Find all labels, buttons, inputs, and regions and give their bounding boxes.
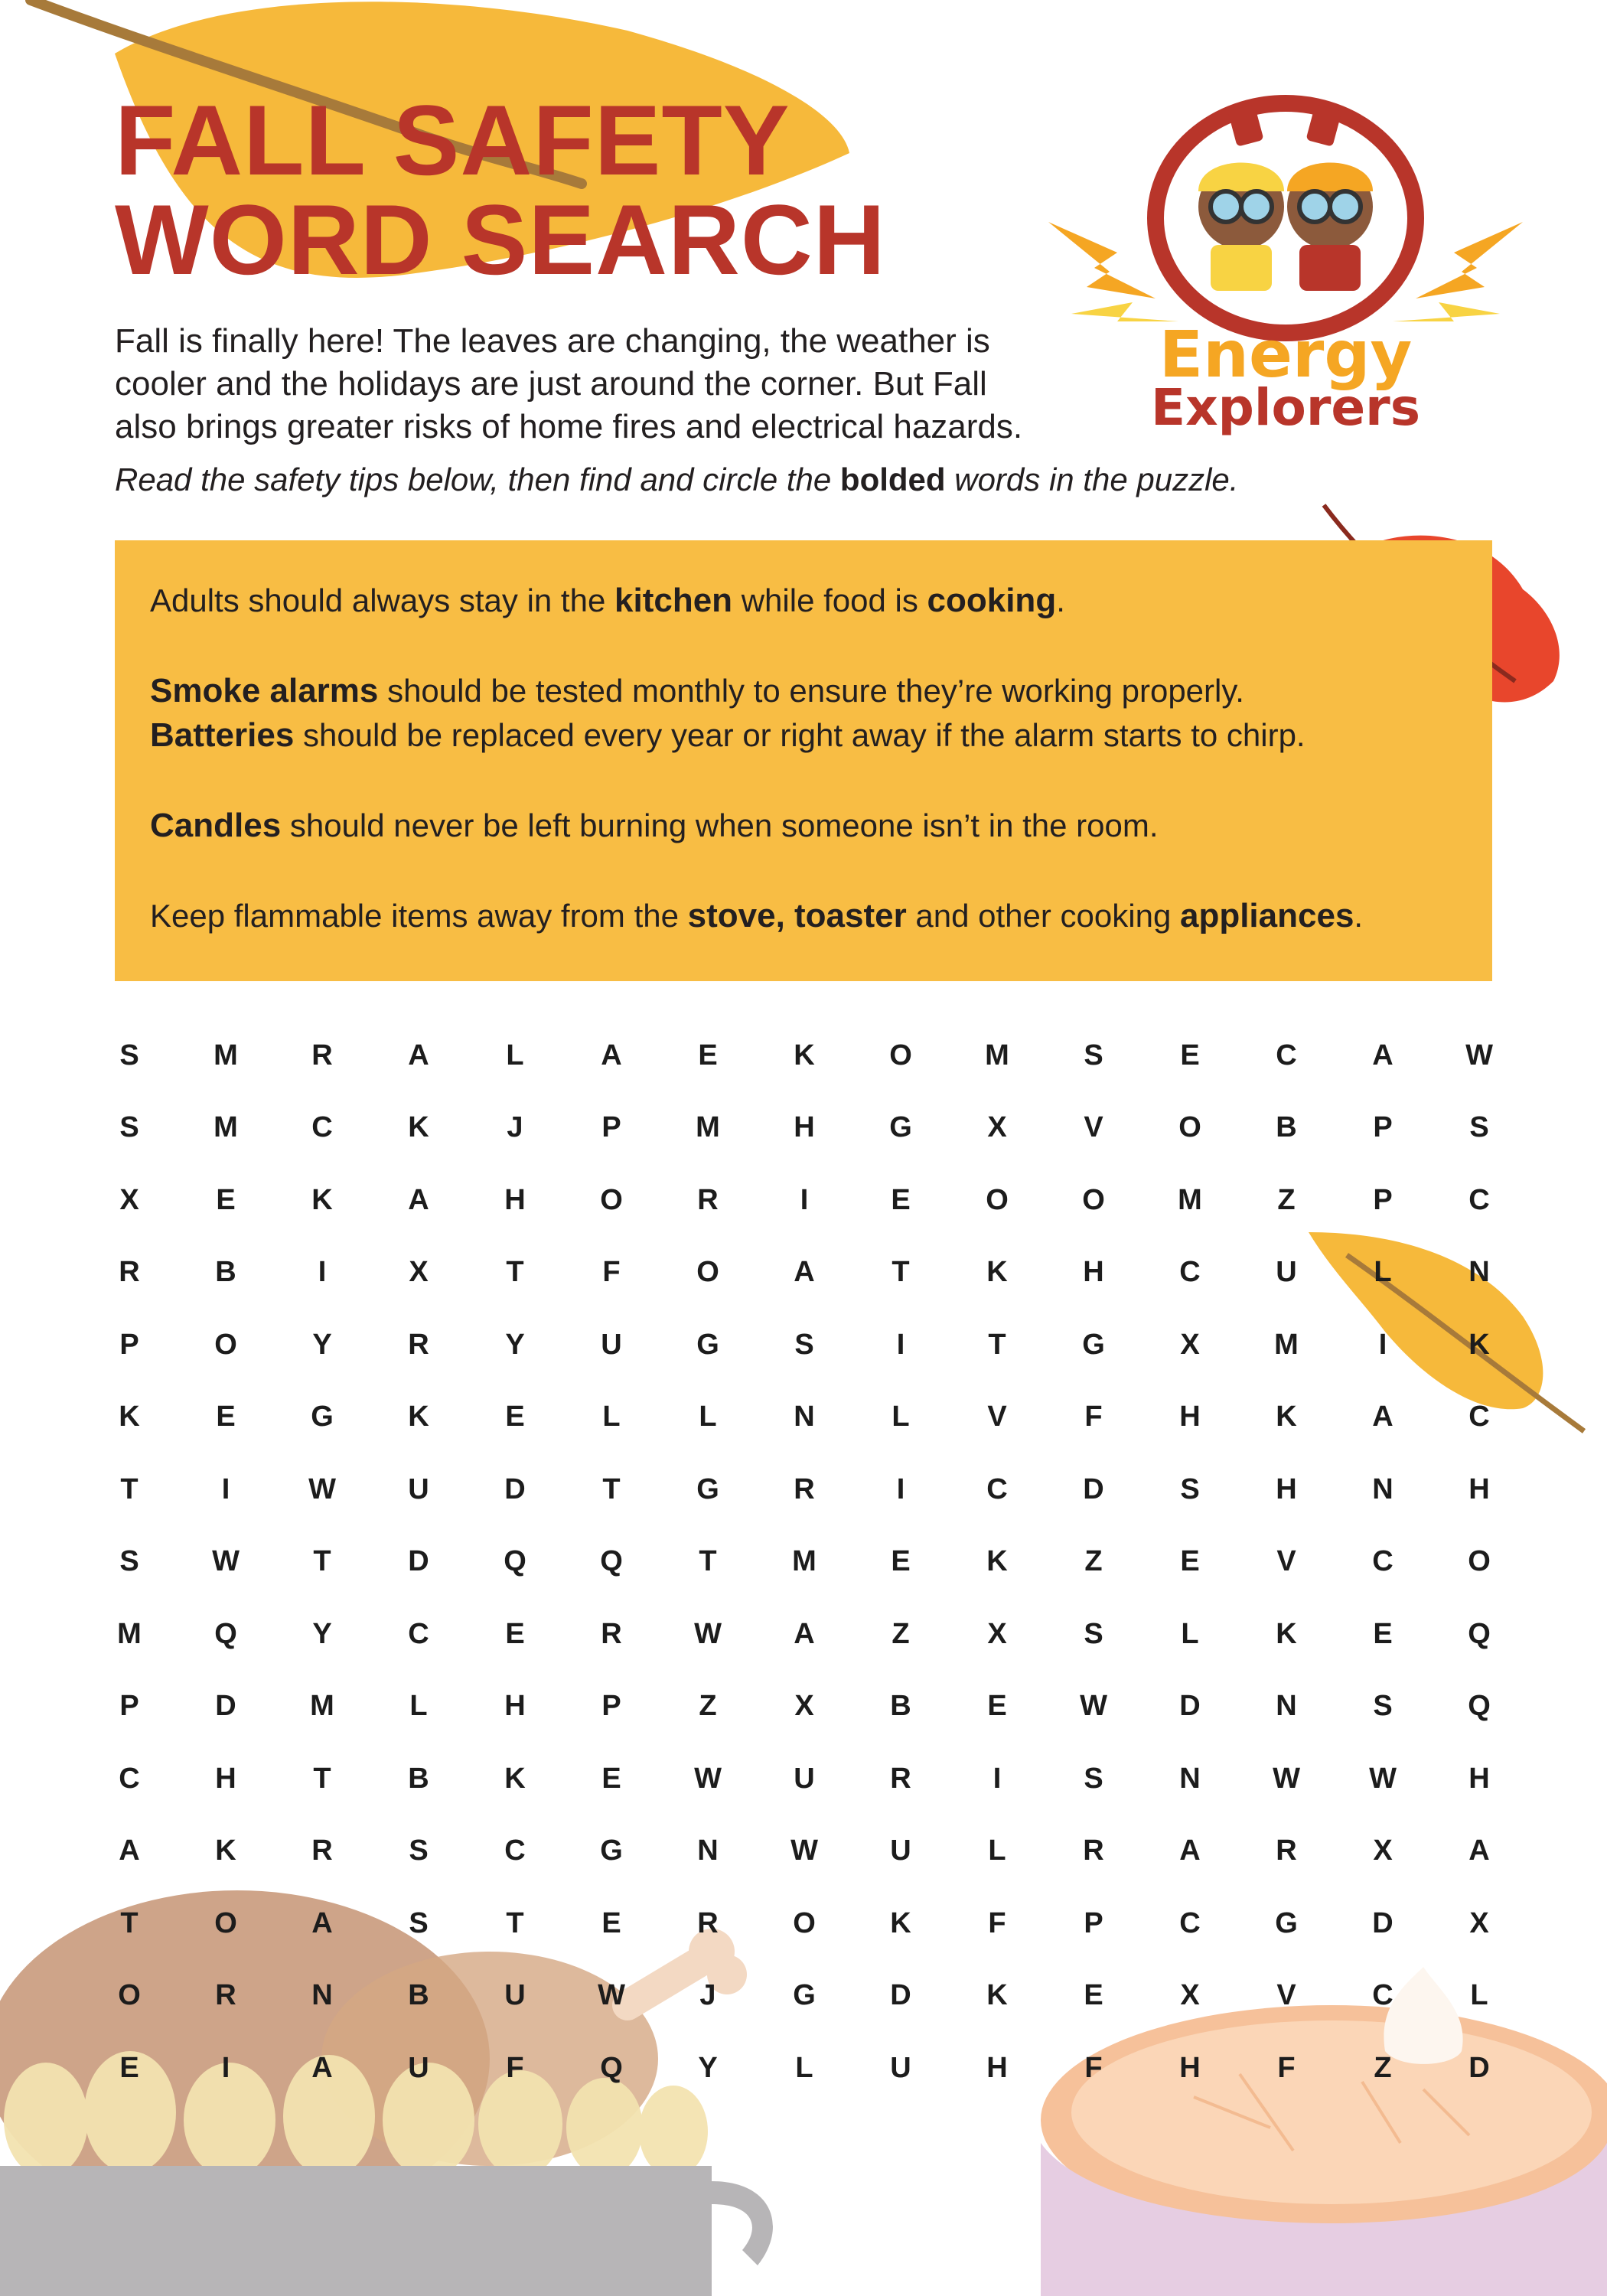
puzzle-letter[interactable]: Q <box>1468 1617 1491 1650</box>
puzzle-letter[interactable]: H <box>504 1690 526 1723</box>
puzzle-letter[interactable]: G <box>889 1111 912 1144</box>
tip-batteries: Batteries should be replaced every year or right away if the alarm starts to chirp. <box>150 716 1305 754</box>
puzzle-letter[interactable]: C <box>1468 1401 1490 1433</box>
puzzle-letter[interactable]: H <box>1468 1473 1490 1505</box>
puzzle-letter[interactable]: O <box>1082 1183 1105 1216</box>
puzzle-letter[interactable]: K <box>986 1256 1008 1289</box>
puzzle-letter[interactable]: W <box>1465 1039 1493 1071</box>
puzzle-letter[interactable]: W <box>212 1545 240 1578</box>
puzzle-letter[interactable]: L <box>1470 1979 1488 2012</box>
puzzle-letter[interactable]: U <box>890 1835 911 1867</box>
puzzle-letter[interactable]: L <box>602 1401 621 1433</box>
puzzle-letter[interactable]: C <box>311 1111 333 1144</box>
puzzle-letter[interactable]: T <box>120 1473 139 1505</box>
puzzle-letter[interactable]: H <box>504 1183 526 1216</box>
puzzle-letter[interactable]: F <box>988 1906 1006 1939</box>
puzzle-letter[interactable]: A <box>1372 1039 1393 1071</box>
puzzle-letter[interactable]: G <box>311 1401 334 1433</box>
puzzle-letter[interactable]: I <box>993 1762 1002 1795</box>
puzzle-letter[interactable]: W <box>1273 1762 1300 1795</box>
puzzle-letter[interactable]: I <box>221 2051 230 2084</box>
puzzle-letter[interactable]: M <box>1178 1183 1202 1216</box>
puzzle-letter[interactable]: R <box>311 1039 333 1071</box>
puzzle-letter[interactable]: S <box>119 1111 139 1144</box>
puzzle-letter[interactable]: D <box>890 1979 911 2012</box>
puzzle-letter[interactable]: F <box>602 1256 621 1289</box>
puzzle-letter[interactable]: Z <box>1374 2051 1392 2084</box>
puzzle-letter[interactable]: M <box>117 1617 142 1650</box>
puzzle-letter[interactable]: G <box>600 1835 623 1867</box>
logo-line-energy: Energy <box>1159 317 1413 392</box>
puzzle-letter[interactable]: G <box>1275 1906 1298 1939</box>
puzzle-letter[interactable]: D <box>1083 1473 1104 1505</box>
puzzle-letter[interactable]: R <box>311 1835 333 1867</box>
puzzle-letter[interactable]: X <box>1373 1835 1393 1867</box>
puzzle-letter[interactable]: Q <box>600 1545 623 1578</box>
puzzle-letter[interactable]: S <box>119 1545 139 1578</box>
puzzle-letter[interactable]: H <box>1179 2051 1201 2084</box>
puzzle-letter[interactable]: Z <box>892 1617 910 1650</box>
puzzle-letter[interactable]: C <box>1372 1545 1393 1578</box>
puzzle-letter[interactable]: O <box>118 1979 141 2012</box>
puzzle-letter[interactable]: H <box>794 1111 815 1144</box>
puzzle-letter[interactable]: M <box>214 1111 238 1144</box>
puzzle-letter[interactable]: C <box>1468 1183 1490 1216</box>
puzzle-letter[interactable]: A <box>1179 1835 1201 1867</box>
puzzle-letter[interactable]: O <box>696 1256 719 1289</box>
logo-line-explorers: Explorers <box>1150 378 1420 437</box>
puzzle-letter[interactable]: H <box>1083 1256 1104 1289</box>
puzzle-letter[interactable]: R <box>890 1762 911 1795</box>
puzzle-letter[interactable]: F <box>506 2051 524 2084</box>
puzzle-letter[interactable]: S <box>1373 1690 1393 1723</box>
puzzle-letter[interactable]: I <box>800 1183 809 1216</box>
puzzle-letter[interactable]: G <box>696 1473 719 1505</box>
puzzle-letter[interactable]: F <box>1277 2051 1296 2084</box>
puzzle-letter[interactable]: S <box>1469 1111 1489 1144</box>
puzzle-letter[interactable]: A <box>794 1617 815 1650</box>
puzzle-letter[interactable]: T <box>602 1473 621 1505</box>
puzzle-letter[interactable]: D <box>408 1545 429 1578</box>
tip-flammable-items: Keep flammable items away from the stove, toaster and other cooking appliances. <box>150 897 1364 934</box>
puzzle-letter[interactable]: U <box>601 1328 622 1361</box>
puzzle-letter[interactable]: K <box>986 1545 1008 1578</box>
puzzle-letter[interactable]: V <box>1276 1979 1296 2012</box>
puzzle-letter[interactable]: O <box>214 1906 237 1939</box>
tip-smoke-alarms: Smoke alarms should be tested monthly to ensure they’re working properly. <box>150 672 1244 709</box>
puzzle-letter[interactable]: V <box>1084 1111 1103 1144</box>
puzzle-letter[interactable]: I <box>221 1473 230 1505</box>
puzzle-letter[interactable]: D <box>1468 2051 1490 2084</box>
puzzle-letter[interactable]: N <box>1372 1473 1393 1505</box>
puzzle-letter[interactable]: R <box>1276 1835 1297 1867</box>
puzzle-letter[interactable]: C <box>119 1762 140 1795</box>
puzzle-letter[interactable]: P <box>119 1690 139 1723</box>
puzzle-letter[interactable]: S <box>409 1906 429 1939</box>
puzzle-letter[interactable]: R <box>601 1617 622 1650</box>
puzzle-letter[interactable]: K <box>311 1183 333 1216</box>
puzzle-letter[interactable]: K <box>504 1762 526 1795</box>
puzzle-letter[interactable]: K <box>1276 1401 1297 1433</box>
puzzle-letter[interactable]: J <box>507 1111 523 1144</box>
puzzle-letter[interactable]: L <box>1374 1256 1392 1289</box>
puzzle-letter[interactable]: A <box>311 2051 333 2084</box>
puzzle-letter[interactable]: M <box>696 1111 720 1144</box>
puzzle-letter[interactable]: S <box>119 1039 139 1071</box>
puzzle-letter[interactable]: R <box>119 1256 140 1289</box>
puzzle-letter[interactable]: T <box>506 1256 524 1289</box>
puzzle-letter[interactable]: E <box>1180 1545 1200 1578</box>
puzzle-letter[interactable]: U <box>408 2051 429 2084</box>
title-line-1: FALL SAFETY <box>115 84 790 196</box>
puzzle-letter[interactable]: T <box>506 1906 524 1939</box>
instruction-text: Read the safety tips below, then find and circle the bolded words in the puzzle. <box>115 461 1239 497</box>
puzzle-letter[interactable]: L <box>1181 1617 1199 1650</box>
puzzle-letter[interactable]: O <box>214 1328 237 1361</box>
puzzle-letter[interactable]: D <box>215 1690 236 1723</box>
puzzle-letter[interactable]: G <box>1082 1328 1105 1361</box>
puzzle-letter[interactable]: A <box>1468 1835 1490 1867</box>
puzzle-letter[interactable]: I <box>896 1328 905 1361</box>
puzzle-letter[interactable]: E <box>601 1906 621 1939</box>
puzzle-letter[interactable]: E <box>698 1039 718 1071</box>
puzzle-letter[interactable]: H <box>1468 1762 1490 1795</box>
puzzle-letter[interactable]: W <box>308 1473 336 1505</box>
puzzle-letter[interactable]: Y <box>698 2051 718 2084</box>
puzzle-letter[interactable]: K <box>119 1401 140 1433</box>
puzzle-letter[interactable]: U <box>890 2051 911 2084</box>
puzzle-letter[interactable]: W <box>1080 1690 1107 1723</box>
puzzle-letter[interactable]: U <box>408 1473 429 1505</box>
puzzle-letter[interactable]: C <box>504 1835 526 1867</box>
puzzle-letter[interactable]: M <box>310 1690 334 1723</box>
puzzle-letter[interactable]: C <box>1372 1979 1393 2012</box>
puzzle-letter[interactable]: E <box>119 2051 139 2084</box>
puzzle-letter[interactable]: X <box>119 1183 139 1216</box>
puzzle-letter[interactable]: A <box>1372 1401 1393 1433</box>
puzzle-letter[interactable]: A <box>119 1835 140 1867</box>
puzzle-letter[interactable]: E <box>601 1762 621 1795</box>
puzzle-letter[interactable]: L <box>892 1401 910 1433</box>
puzzle-letter[interactable]: R <box>697 1906 719 1939</box>
puzzle-letter[interactable]: V <box>987 1401 1007 1433</box>
puzzle-letter[interactable]: D <box>504 1473 526 1505</box>
puzzle-letter[interactable]: K <box>1468 1328 1490 1361</box>
puzzle-letter[interactable]: X <box>794 1690 814 1723</box>
puzzle-letter[interactable]: H <box>1179 1401 1201 1433</box>
puzzle-letter[interactable]: W <box>598 1979 625 2012</box>
puzzle-letter[interactable]: L <box>795 2051 813 2084</box>
puzzle-letter[interactable]: X <box>1180 1328 1200 1361</box>
puzzle-letter[interactable]: V <box>1276 1545 1296 1578</box>
puzzle-letter[interactable]: A <box>408 1039 429 1071</box>
puzzle-letter[interactable]: I <box>318 1256 327 1289</box>
title-line-2: WORD SEARCH <box>115 184 886 295</box>
puzzle-letter[interactable]: Y <box>312 1617 332 1650</box>
puzzle-letter[interactable]: Z <box>1084 1545 1103 1578</box>
puzzle-letter[interactable]: E <box>987 1690 1007 1723</box>
puzzle-letter[interactable]: C <box>986 1473 1008 1505</box>
puzzle-letter[interactable]: K <box>408 1401 429 1433</box>
puzzle-letter[interactable]: E <box>1373 1617 1393 1650</box>
puzzle-letter[interactable]: S <box>1180 1473 1200 1505</box>
puzzle-letter[interactable]: P <box>1373 1183 1393 1216</box>
puzzle-letter[interactable]: R <box>1083 1835 1104 1867</box>
puzzle-letter[interactable]: P <box>119 1328 139 1361</box>
puzzle-letter[interactable]: R <box>697 1183 719 1216</box>
puzzle-letter[interactable]: X <box>409 1256 429 1289</box>
puzzle-letter[interactable]: Z <box>699 1690 717 1723</box>
puzzle-letter[interactable]: Q <box>214 1617 237 1650</box>
puzzle-letter[interactable]: C <box>1179 1256 1201 1289</box>
puzzle-letter[interactable]: Z <box>1277 1183 1296 1216</box>
tip-kitchen: Adults should always stay in the kitchen while food is cooking. <box>150 582 1065 619</box>
puzzle-letter[interactable]: I <box>896 1473 905 1505</box>
puzzle-letter[interactable]: T <box>699 1545 717 1578</box>
puzzle-letter[interactable]: S <box>1084 1617 1103 1650</box>
puzzle-letter[interactable]: W <box>694 1762 722 1795</box>
puzzle-letter[interactable]: O <box>1178 1111 1201 1144</box>
puzzle-letter[interactable]: A <box>408 1183 429 1216</box>
puzzle-letter[interactable]: S <box>409 1835 429 1867</box>
energy-explorers-logo-illustration <box>1041 92 1530 352</box>
puzzle-letter[interactable]: Y <box>312 1328 332 1361</box>
puzzle-letter[interactable]: M <box>214 1039 238 1071</box>
puzzle-letter[interactable]: N <box>1179 1762 1201 1795</box>
puzzle-letter[interactable]: T <box>120 1906 139 1939</box>
puzzle-letter[interactable]: S <box>794 1328 814 1361</box>
puzzle-letter[interactable]: M <box>985 1039 1009 1071</box>
puzzle-letter[interactable]: W <box>1369 1762 1397 1795</box>
puzzle-letter[interactable]: H <box>986 2051 1008 2084</box>
puzzle-letter[interactable]: B <box>890 1690 911 1723</box>
puzzle-letter[interactable]: O <box>986 1183 1009 1216</box>
puzzle-letter[interactable]: K <box>794 1039 815 1071</box>
puzzle-letter[interactable]: O <box>1468 1545 1491 1578</box>
safety-tips-box <box>115 540 1492 981</box>
puzzle-letter[interactable]: B <box>408 1979 429 2012</box>
puzzle-letter[interactable]: L <box>409 1690 428 1723</box>
puzzle-letter[interactable]: P <box>601 1690 621 1723</box>
puzzle-letter[interactable]: P <box>1084 1906 1103 1939</box>
puzzle-letter[interactable]: G <box>696 1328 719 1361</box>
puzzle-letter[interactable]: X <box>987 1617 1007 1650</box>
puzzle-letter[interactable]: L <box>988 1835 1006 1867</box>
puzzle-letter[interactable]: N <box>1276 1690 1297 1723</box>
puzzle-letter[interactable]: T <box>892 1256 910 1289</box>
puzzle-letter[interactable]: S <box>1084 1039 1103 1071</box>
puzzle-letter[interactable]: F <box>1084 2051 1103 2084</box>
puzzle-letter[interactable]: K <box>215 1835 236 1867</box>
puzzle-letter[interactable]: X <box>1180 1979 1200 2012</box>
puzzle-letter[interactable]: T <box>988 1328 1006 1361</box>
puzzle-letter[interactable]: E <box>505 1401 525 1433</box>
puzzle-letter[interactable]: P <box>1373 1111 1393 1144</box>
puzzle-letter[interactable]: E <box>891 1545 911 1578</box>
puzzle-letter[interactable]: L <box>506 1039 524 1071</box>
puzzle-letter[interactable]: U <box>1276 1256 1297 1289</box>
puzzle-letter[interactable]: N <box>311 1979 333 2012</box>
puzzle-letter[interactable]: Q <box>1468 1690 1491 1723</box>
puzzle-letter[interactable]: C <box>1276 1039 1297 1071</box>
puzzle-letter[interactable]: K <box>408 1111 429 1144</box>
puzzle-letter[interactable]: E <box>1180 1039 1200 1071</box>
puzzle-letter[interactable]: B <box>408 1762 429 1795</box>
tip-candles: Candles should never be left burning when someone isn’t in the room. <box>150 807 1159 844</box>
puzzle-letter[interactable]: X <box>987 1111 1007 1144</box>
puzzle-letter[interactable]: N <box>1468 1256 1490 1289</box>
puzzle-letter[interactable]: L <box>699 1401 717 1433</box>
puzzle-letter[interactable]: E <box>505 1617 525 1650</box>
puzzle-letter[interactable]: E <box>216 1183 236 1216</box>
puzzle-letter[interactable]: T <box>313 1762 331 1795</box>
puzzle-letter[interactable]: Y <box>505 1328 525 1361</box>
puzzle-letter[interactable]: O <box>600 1183 623 1216</box>
puzzle-letter[interactable]: D <box>1179 1690 1201 1723</box>
instruction-bold-word: bolded <box>839 461 946 497</box>
puzzle-letter[interactable]: T <box>313 1545 331 1578</box>
puzzle-letter[interactable]: J <box>699 1979 716 2012</box>
puzzle-letter[interactable]: M <box>1274 1328 1299 1361</box>
puzzle-letter[interactable]: O <box>889 1039 912 1071</box>
word-search-grid <box>81 1019 1527 2104</box>
puzzle-letter[interactable]: C <box>408 1617 429 1650</box>
puzzle-letter[interactable]: N <box>794 1401 815 1433</box>
puzzle-letter[interactable]: U <box>504 1979 526 2012</box>
puzzle-letter[interactable]: H <box>1276 1473 1297 1505</box>
puzzle-letter[interactable]: A <box>601 1039 622 1071</box>
puzzle-letter[interactable]: M <box>792 1545 817 1578</box>
puzzle-letter[interactable]: E <box>1084 1979 1103 2012</box>
puzzle-letter[interactable]: N <box>697 1835 719 1867</box>
puzzle-letter[interactable]: W <box>790 1835 818 1867</box>
intro-paragraph: Fall is finally here! The leaves are changing, the weather is cooler and the holidays are just around the corner. But Fall also brings greater risks of home fires and electrical hazards. <box>115 322 1023 445</box>
puzzle-letter[interactable]: D <box>1372 1906 1393 1939</box>
puzzle-letter[interactable]: I <box>1378 1328 1387 1361</box>
puzzle-letter[interactable]: C <box>1179 1906 1201 1939</box>
puzzle-letter[interactable]: K <box>1276 1617 1297 1650</box>
puzzle-letter[interactable]: Q <box>504 1545 526 1578</box>
puzzle-letter[interactable]: P <box>601 1111 621 1144</box>
puzzle-letter[interactable]: X <box>1469 1906 1489 1939</box>
puzzle-letter[interactable]: K <box>986 1979 1008 2012</box>
puzzle-letter[interactable]: W <box>694 1617 722 1650</box>
puzzle-letter[interactable]: R <box>794 1473 815 1505</box>
puzzle-letter[interactable]: A <box>311 1906 333 1939</box>
puzzle-letter[interactable]: U <box>794 1762 815 1795</box>
puzzle-letter[interactable]: O <box>793 1906 816 1939</box>
puzzle-letter[interactable]: G <box>793 1979 816 2012</box>
puzzle-letter[interactable]: B <box>1276 1111 1297 1144</box>
page-title <box>115 84 886 295</box>
puzzle-letter[interactable]: H <box>215 1762 236 1795</box>
puzzle-letter[interactable]: R <box>408 1328 429 1361</box>
puzzle-letter[interactable]: K <box>890 1906 911 1939</box>
puzzle-letter[interactable]: A <box>794 1256 815 1289</box>
puzzle-letter[interactable]: E <box>891 1183 911 1216</box>
puzzle-letter[interactable]: F <box>1084 1401 1103 1433</box>
puzzle-letter[interactable]: R <box>215 1979 236 2012</box>
puzzle-letter[interactable]: S <box>1084 1762 1103 1795</box>
puzzle-letter[interactable]: Q <box>600 2051 623 2084</box>
puzzle-letter[interactable]: B <box>215 1256 236 1289</box>
puzzle-letter[interactable]: E <box>216 1401 236 1433</box>
